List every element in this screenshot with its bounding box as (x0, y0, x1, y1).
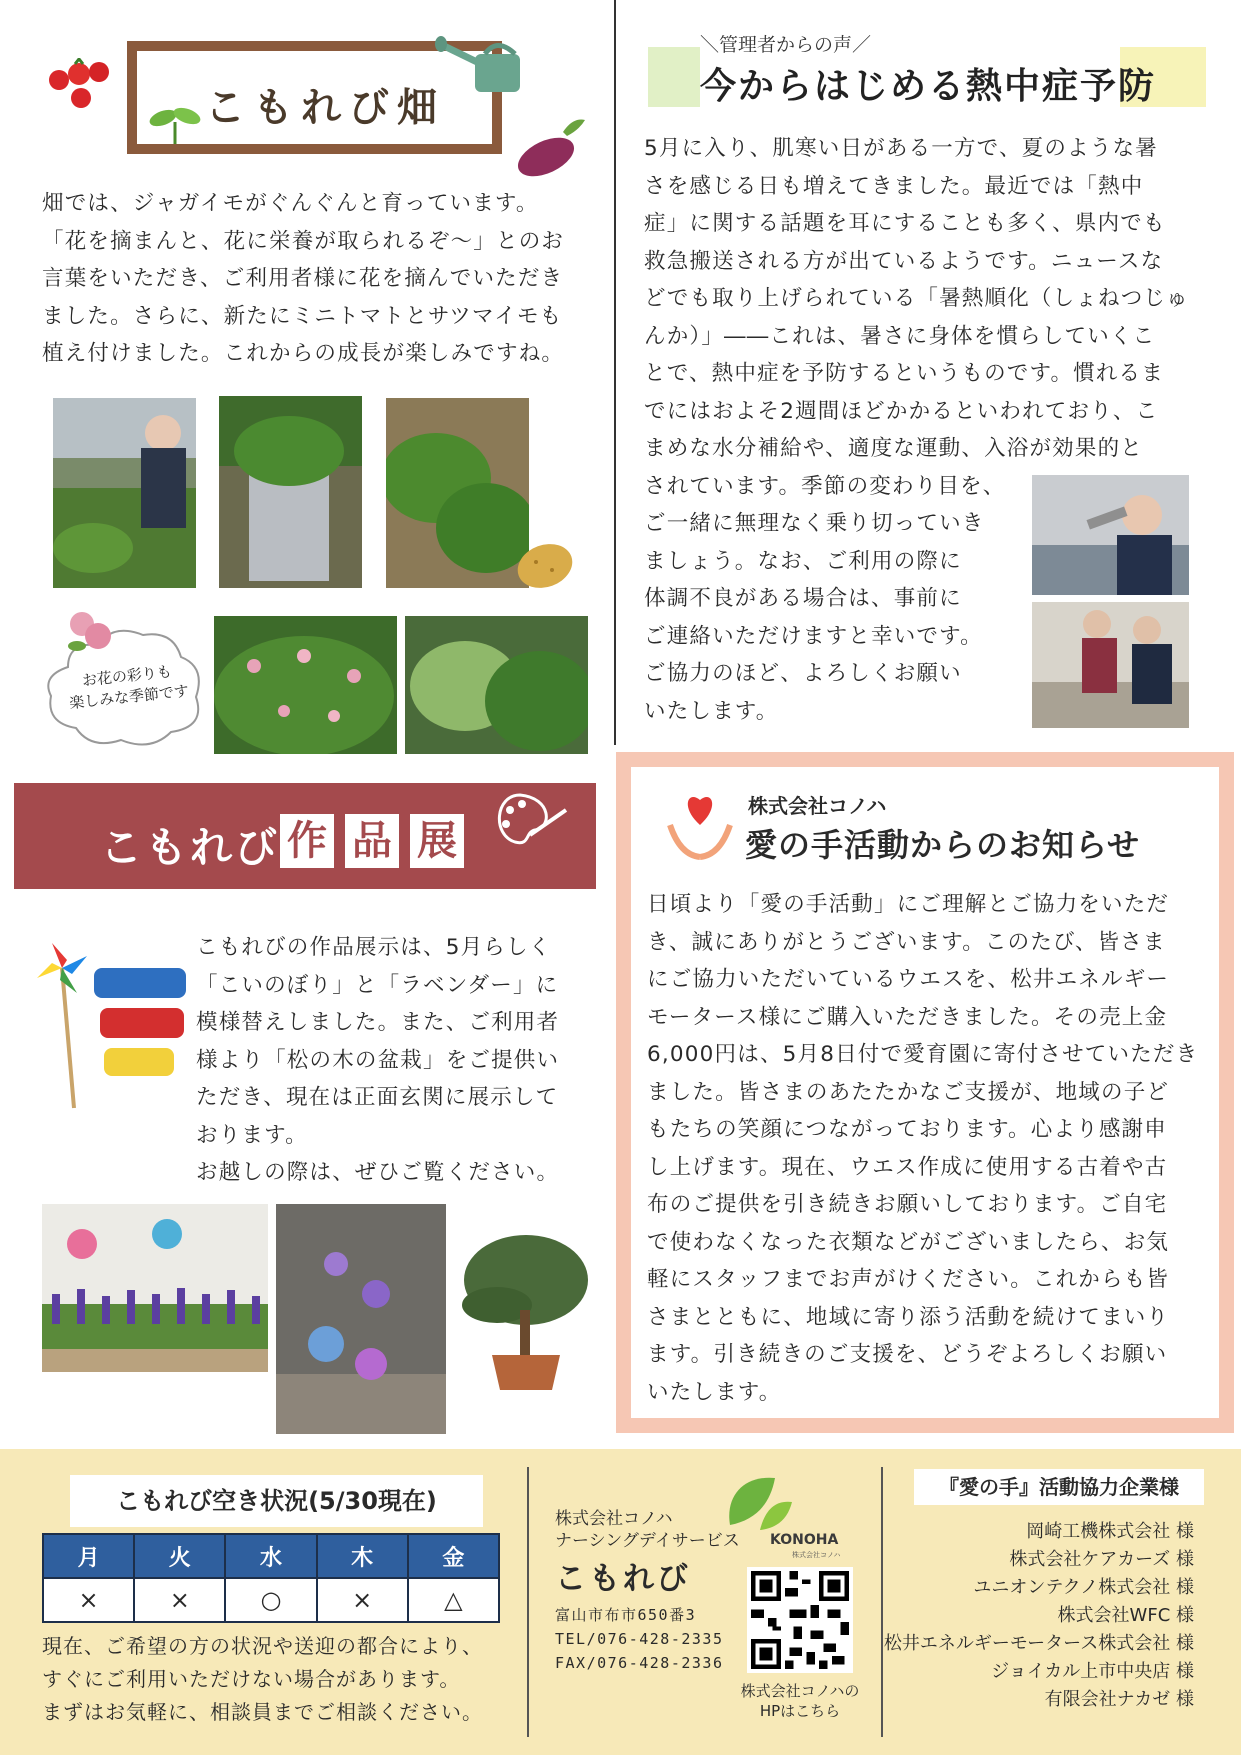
exhibit-title-prefix: こもれび (100, 823, 281, 872)
partner-item: 有限会社ナカゼ 様 (1044, 1689, 1194, 1710)
heat-line: どでも取り上げられている「暑熱順化（しょねつじゅ (644, 286, 1189, 311)
exhibit-title-char: 品 (345, 814, 399, 868)
qr-caption (725, 1681, 875, 1721)
konoha-leaf-logo (720, 1470, 795, 1532)
heat-line: んか）」――これは、暑さに身体を慣らしていくこ (644, 323, 1156, 349)
heat-line: いたします。 (644, 698, 779, 724)
sweet-potato-icon (508, 112, 590, 182)
field-line: 「花を摘まんと、花に栄養が取られるぞ～」とのお (42, 228, 565, 254)
exhibit-line: こもれびの作品展示は、5月らしく (196, 935, 552, 960)
photo-entrance-glass (276, 1204, 446, 1434)
facility-address: 富山市布市650番3 (555, 1606, 697, 1624)
ainote-title: 愛の手活動からのお知らせ (745, 826, 1141, 864)
field-title: こもれび畑 (205, 85, 445, 131)
rose-icon (62, 604, 120, 662)
ainote-line: さまとともに、地域に寄り添う活動を続けてまいり (647, 1304, 1170, 1330)
heat-line: でにはおよそ2週間ほどかかるといわれており、こ (644, 398, 1159, 424)
heat-line: 救急搬送される方が出ているようです。ニュースな (644, 248, 1164, 274)
exhibit-line: 様より「松の木の盆栽」をご提供い (196, 1047, 560, 1073)
status-tue: × (134, 1578, 225, 1622)
palette-icon (490, 790, 568, 852)
facility-service: ナーシングデイサービス (555, 1531, 740, 1551)
day-thu: 木 (317, 1534, 408, 1578)
potato-icon (514, 540, 576, 592)
facility-name: こもれび (555, 1561, 691, 1597)
day-wed: 水 (225, 1534, 316, 1578)
vacancy-note (42, 1630, 483, 1729)
title-highlight-left (648, 47, 700, 107)
status-thu: × (317, 1578, 408, 1622)
field-line: 言葉をいただき、ご利用者様に花を摘んでいただき (42, 266, 564, 291)
heat-line: ご一緒に無理なく乗り切っていき (644, 511, 985, 536)
footer-divider (881, 1467, 883, 1737)
heat-line: まめな水分補給や、適度な運動、入浴が効果的と (644, 436, 1143, 461)
qr-code[interactable] (747, 1567, 853, 1673)
photo-potato-bag (219, 396, 362, 588)
ainote-line: モータース様にご購入いただきました。その売上金 (647, 1004, 1168, 1030)
heat-line: ご連絡いただけますと幸いです。 (644, 623, 983, 649)
bubble-line: 楽しみな季節です (68, 681, 190, 713)
watering-can-icon (435, 32, 540, 102)
ainote-company: 株式会社コノハ (748, 794, 887, 818)
vacancy-status-row (43, 1578, 499, 1622)
photo-potato-field (386, 398, 529, 588)
exhibit-line: 模様替えしました。また、ご利用者 (196, 1010, 560, 1035)
heat-title: 今からはじめる熱中症予防 (700, 66, 1157, 107)
field-line: ました。さらに、新たにミニトマトとサツマイモも (42, 303, 563, 329)
field-line: 畑では、ジャガイモがぐんぐんと育っています。 (42, 191, 539, 216)
facility-tel: TEL/076-428-2335 (555, 1630, 724, 1648)
partner-item: 株式会社ケアカーズ 様 (1009, 1549, 1194, 1570)
photo-staff-drinking (1032, 475, 1189, 595)
vacancy-note-line: 現在、ご希望の方の状況や送迎の都合により、 (42, 1634, 483, 1658)
vacancy-note-line: まずはお気軽に、相談員までご相談ください。 (42, 1700, 483, 1724)
ainote-line: き、誠にありがとうございます。このたび、皆さま (647, 929, 1166, 955)
ainote-line: 布のご提供を引き続きお願いしております。ご自宅 (647, 1192, 1168, 1217)
ainote-line: にご協力いただいているウエスを、松井エネルギー (647, 967, 1170, 992)
exhibit-title-char: 作 (280, 814, 334, 868)
day-fri: 金 (408, 1534, 499, 1578)
ainote-line: いたします。 (647, 1379, 782, 1405)
photo-pine-bonsai (452, 1210, 600, 1395)
heat-line: ましょう。なお、ご利用の際に (644, 548, 962, 574)
facility-company-block (555, 1508, 740, 1552)
heat-line: 体調不良がある場合は、事前に (644, 586, 962, 611)
status-wed: ○ (225, 1578, 316, 1622)
column-divider (614, 0, 616, 745)
heat-line: 症」に関する話題を耳にすることも多く、県内でも (644, 211, 1166, 236)
heat-line: 5月に入り、肌寒い日がある一方で、夏のような暑 (644, 136, 1158, 161)
exhibit-line: おります。 (196, 1122, 308, 1148)
heat-line: ご協力のほど、よろしくお願い (644, 661, 962, 686)
field-body (42, 185, 564, 373)
heat-line: とで、熱中症を予防するというものです。慣れるま (644, 361, 1164, 386)
facility-company: 株式会社コノハ (555, 1509, 673, 1529)
ainote-line: 6,000円は、5月8日付で愛育園に寄付させていただき (647, 1042, 1199, 1067)
exhibit-title-char: 展 (410, 814, 464, 868)
photo-roses (214, 616, 397, 754)
heat-line: されています。季節の変わり目を、 (644, 473, 1006, 499)
partner-item: 株式会社WFC 様 (1057, 1605, 1194, 1626)
photo-hosta (405, 616, 588, 754)
tomato-icon (45, 58, 120, 110)
vacancy-label: こもれび空き状況(5/30現在) (116, 1487, 437, 1515)
vacancy-days-row (43, 1534, 499, 1578)
day-tue: 火 (134, 1534, 225, 1578)
heat-kicker: ＼管理者からの声／ (700, 34, 872, 56)
exhibit-line: お越しの際は、ぜひご覧ください。 (196, 1160, 560, 1185)
ainote-line: 軽にスタッフまでお声がけください。これからも皆 (647, 1267, 1170, 1292)
partners-label: 『愛の手』活動協力企業様 (939, 1475, 1179, 1499)
pinwheel-koinobori-icon (32, 938, 194, 1113)
partner-item: ジョイカル上市中央店 様 (991, 1661, 1194, 1682)
ainote-line: し上げます。現在、ウエス作成に使用する古着や古 (647, 1154, 1168, 1180)
qr-caption-line: HPはこちら (759, 1702, 841, 1720)
photo-elderly-gardening (53, 398, 196, 588)
status-mon: × (43, 1578, 134, 1622)
ainote-line: ます。引き続きのご支援を、どうぞよろしくお願い (647, 1342, 1168, 1367)
partner-item: ユニオンテクノ株式会社 様 (973, 1577, 1194, 1598)
qr-caption-line: 株式会社コノハの (740, 1682, 860, 1700)
konoha-logo-sub: 株式会社コノハ (792, 1551, 841, 1559)
photo-staff-helping (1032, 602, 1189, 728)
konoha-logo-text: KONOHA (770, 1532, 839, 1548)
exhibit-line: 「こいのぼり」と「ラベンダー」に (196, 972, 559, 998)
facility-fax: FAX/076-428-2336 (555, 1654, 724, 1672)
ainote-line: もたちの笑顔につながっております。心より感謝申 (647, 1117, 1167, 1142)
ainote-body (647, 886, 1198, 1411)
exhibit-line: ただき、現在は正面玄関に展示して (196, 1085, 559, 1110)
facility-contact (555, 1603, 724, 1675)
photo-lavender-display (42, 1204, 268, 1372)
heat-line: さを感じる日も増えてきました。最近では「熱中 (644, 173, 1144, 199)
vacancy-note-line: すぐにご利用いただけない場合があります。 (42, 1667, 461, 1691)
field-line: 植え付けました。これからの成長が楽しみですね。 (42, 341, 565, 366)
bubble-line: お花の彩りも (81, 662, 173, 690)
status-fri: △ (408, 1578, 499, 1622)
vacancy-table (42, 1533, 500, 1623)
heart-hands-icon (660, 785, 740, 865)
partner-item: 松井エネルギーモータース株式会社 様 (883, 1633, 1194, 1654)
partner-item: 岡崎工機株式会社 様 (1026, 1521, 1194, 1542)
ainote-line: で使わなくなった衣類などがございましたら、お気 (647, 1229, 1170, 1255)
ainote-line: ました。皆さまのあたたかなご支援が、地域の子ど (647, 1079, 1170, 1105)
exhibit-body (196, 929, 559, 1192)
day-mon: 月 (43, 1534, 134, 1578)
ainote-line: 日頃より「愛の手活動」にご理解とご協力をいただ (647, 892, 1170, 917)
footer-divider (527, 1467, 529, 1737)
sprout-icon (145, 100, 205, 145)
